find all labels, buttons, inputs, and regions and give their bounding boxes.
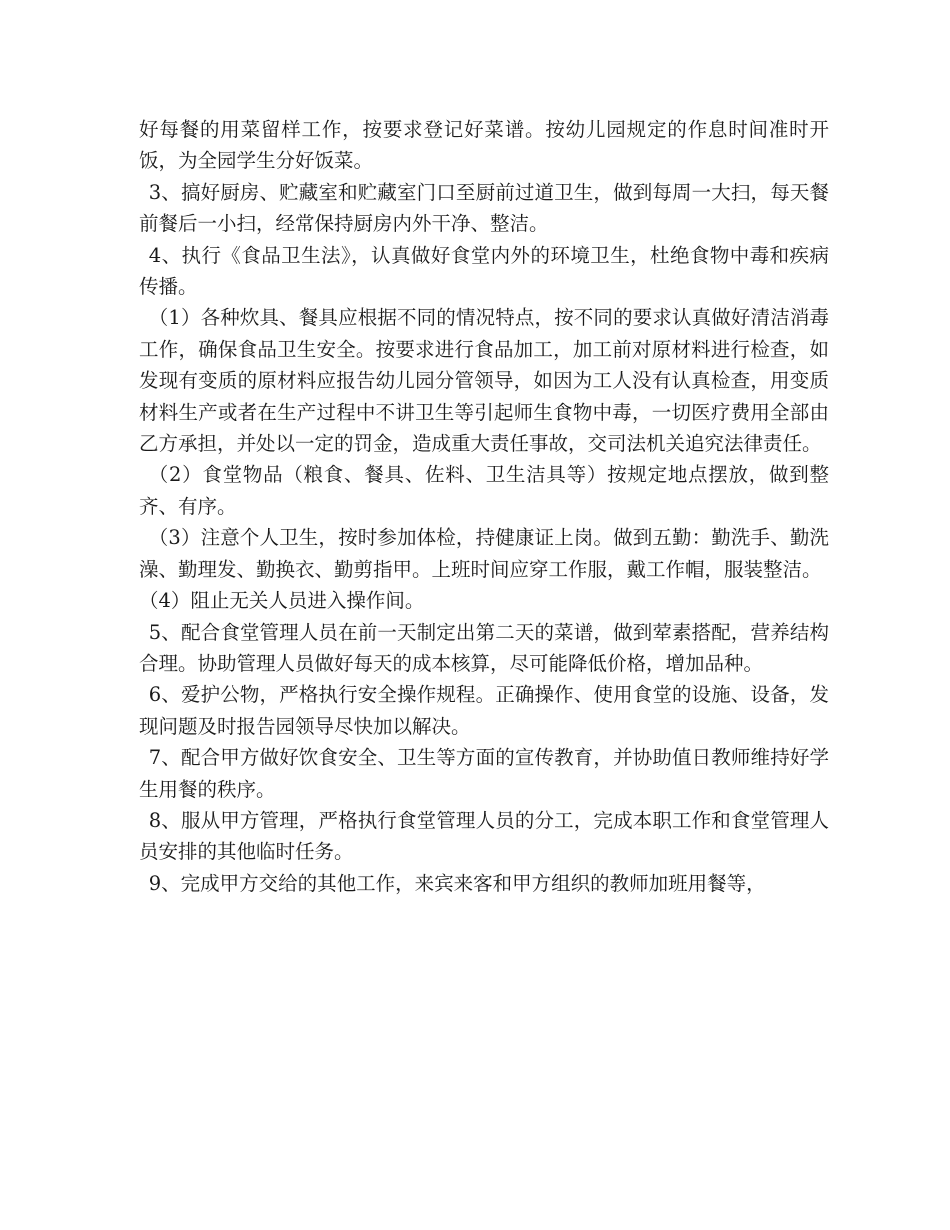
paragraph-subitem-4: （4）阻止无关人员进入操作间。 [139, 589, 425, 613]
paragraph-item-4: 4、执行《食品卫生法》，认真做好食堂内外的环境卫生，杜绝食物中毒和疾病传播。 [139, 243, 829, 299]
paragraph-continuation: 好每餐的用菜留样工作，按要求登记好菜谱。按幼儿园规定的作息时间准时开饭，为全园学生分好饭菜。 [139, 118, 829, 173]
paragraph-item-3: 3、搞好厨房、贮藏室和贮藏室门口至厨前过道卫生，做到每周一大扫，每天餐前餐后一小扫，经常保持厨房内外干净、整洁。 [139, 180, 829, 236]
paragraph-item-6: 6、爱护公物，严格执行安全操作规程。正确操作、使用食堂的设施、设备，发现问题及时报告园领导尽快加以解决。 [139, 683, 829, 738]
paragraph-item-8: 8、服从甲方管理，严格执行食堂管理人员的分工，完成本职工作和食堂管理人员安排的其他临时任务。 [139, 808, 829, 864]
paragraph-item-9: 9、完成甲方交给的其他工作，来宾来客和甲方组织的教师加班用餐等， [148, 871, 766, 895]
paragraph-subitem-1: （1）各种炊具、餐具应根据不同的情况特点，按不同的要求认真做好清洁消毒工作，确保食品卫生安全。按要求进行食品加工，加工前对原材料进行检查，如发现有变质的原材料应报告幼儿园分管领导，如因为工人没有认真检查，用变质材料生产或者在生产过程中不讲卫生等引起师生食物中毒，一切医疗费用全部由乙方承担，并处以一定的罚金，造成重大责任事故，交司法机关追究法律责任。 [139, 306, 829, 456]
paragraph-subitem-2: （2）食堂物品（粮食、餐具、佐料、卫生洁具等）按规定地点摆放，做到整齐、有序。 [139, 463, 829, 518]
paragraph-item-7: 7、配合甲方做好饮食安全、卫生等方面的宣传教育，并协助值日教师维持好学生用餐的秩序。 [139, 746, 829, 801]
paragraph-item-5: 5、配合食堂管理人员在前一天制定出第二天的菜谱，做到荤素搭配，营养结构合理。协助管理人员做好每天的成本核算，尽可能降低价格，增加品种。 [139, 620, 829, 675]
document-body [139, 114, 829, 899]
paragraph-subitem-3: （3）注意个人卫生，按时参加体检，持健康证上岗。做到五勤：勤洗手、勤洗澡、勤理发、勤换衣、勤剪指甲。上班时间应穿工作服，戴工作帽，服装整洁。 [139, 526, 829, 581]
